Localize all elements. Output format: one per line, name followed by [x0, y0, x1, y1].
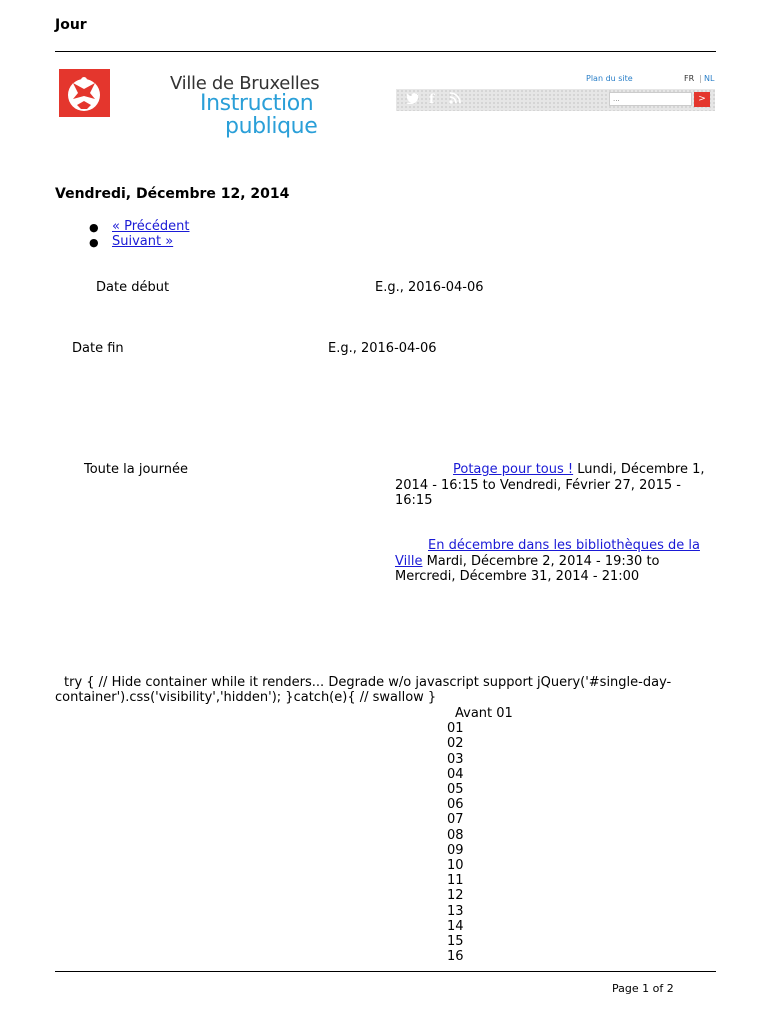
start-date-label: Date début — [96, 280, 170, 295]
script-fallback-text: try { // Hide container while it renders... Degrade w/o javascript support jQuery('#single-day-container').css('visibility','hidden'); }catch(e){ // swallow } — [55, 675, 672, 705]
saint-michel-logo-icon — [59, 69, 110, 117]
hour-label: 09 — [447, 842, 464, 858]
lang-separator: | — [699, 74, 702, 83]
hour-list — [447, 706, 513, 964]
social-search-bar — [396, 89, 715, 111]
hour-label: 08 — [447, 827, 464, 843]
hour-label: 11 — [447, 873, 464, 889]
twitter-icon[interactable] — [406, 92, 420, 107]
page-number: Page 1 of 2 — [612, 982, 674, 995]
end-date-label: Date fin — [72, 341, 124, 356]
hour-label: Avant 01 — [455, 706, 513, 721]
header-divider — [55, 51, 716, 52]
all-day-label: Toute la journée — [84, 462, 189, 477]
date-heading: Vendredi, Décembre 12, 2014 — [55, 186, 290, 202]
hour-label: 04 — [447, 766, 464, 782]
event-dates: Lundi, Décembre 1, 2014 - 16:15 to Vendredi, Février 27, 2015 - 16:15 — [395, 462, 705, 508]
hour-label: 15 — [447, 934, 464, 950]
hour-label: 02 — [447, 736, 464, 752]
search-input[interactable] — [609, 92, 692, 106]
bullet-icon: ● — [89, 236, 99, 249]
hour-label: 07 — [447, 812, 464, 828]
brand-subtitle-line1: Instruction — [200, 91, 314, 116]
event-item — [395, 538, 715, 585]
hour-label: 06 — [447, 797, 464, 813]
sitemap-link[interactable]: Plan du site — [586, 74, 633, 83]
hour-label: 13 — [447, 903, 464, 919]
city-logo[interactable] — [59, 69, 110, 117]
hour-label: 12 — [447, 888, 464, 904]
event-title-link[interactable]: En décembre dans les bibliothèques de la Ville — [395, 538, 700, 569]
bullet-icon: ● — [89, 221, 99, 234]
rss-icon[interactable] — [449, 92, 461, 107]
search-submit-button[interactable]: > — [694, 92, 710, 107]
hour-label: 05 — [447, 782, 464, 798]
hour-label: 14 — [447, 918, 464, 934]
hour-label: 16 — [447, 949, 464, 965]
brand-subtitle-line2: publique — [225, 114, 318, 139]
footer-divider — [55, 971, 716, 972]
event-item — [395, 462, 715, 509]
lang-fr-link[interactable]: FR — [684, 74, 695, 83]
hour-label: 03 — [447, 751, 464, 767]
event-title-link[interactable]: Potage pour tous ! — [453, 462, 574, 477]
lang-nl-link[interactable]: NL — [704, 74, 715, 83]
hour-label: 01 — [447, 721, 464, 737]
page-title: Jour — [55, 17, 87, 33]
brand-city: Ville de Bruxelles — [170, 73, 320, 94]
hour-label: 10 — [447, 858, 464, 874]
pager-previous-link[interactable]: « Précédent — [112, 219, 190, 234]
start-date-hint: E.g., 2016-04-06 — [375, 280, 484, 295]
pager-next-link[interactable]: Suivant » — [112, 234, 174, 249]
facebook-icon[interactable]: f — [429, 92, 435, 106]
end-date-hint: E.g., 2016-04-06 — [328, 341, 437, 356]
event-dates: Mardi, Décembre 2, 2014 - 19:30 to Mercredi, Décembre 31, 2014 - 21:00 — [395, 553, 660, 584]
